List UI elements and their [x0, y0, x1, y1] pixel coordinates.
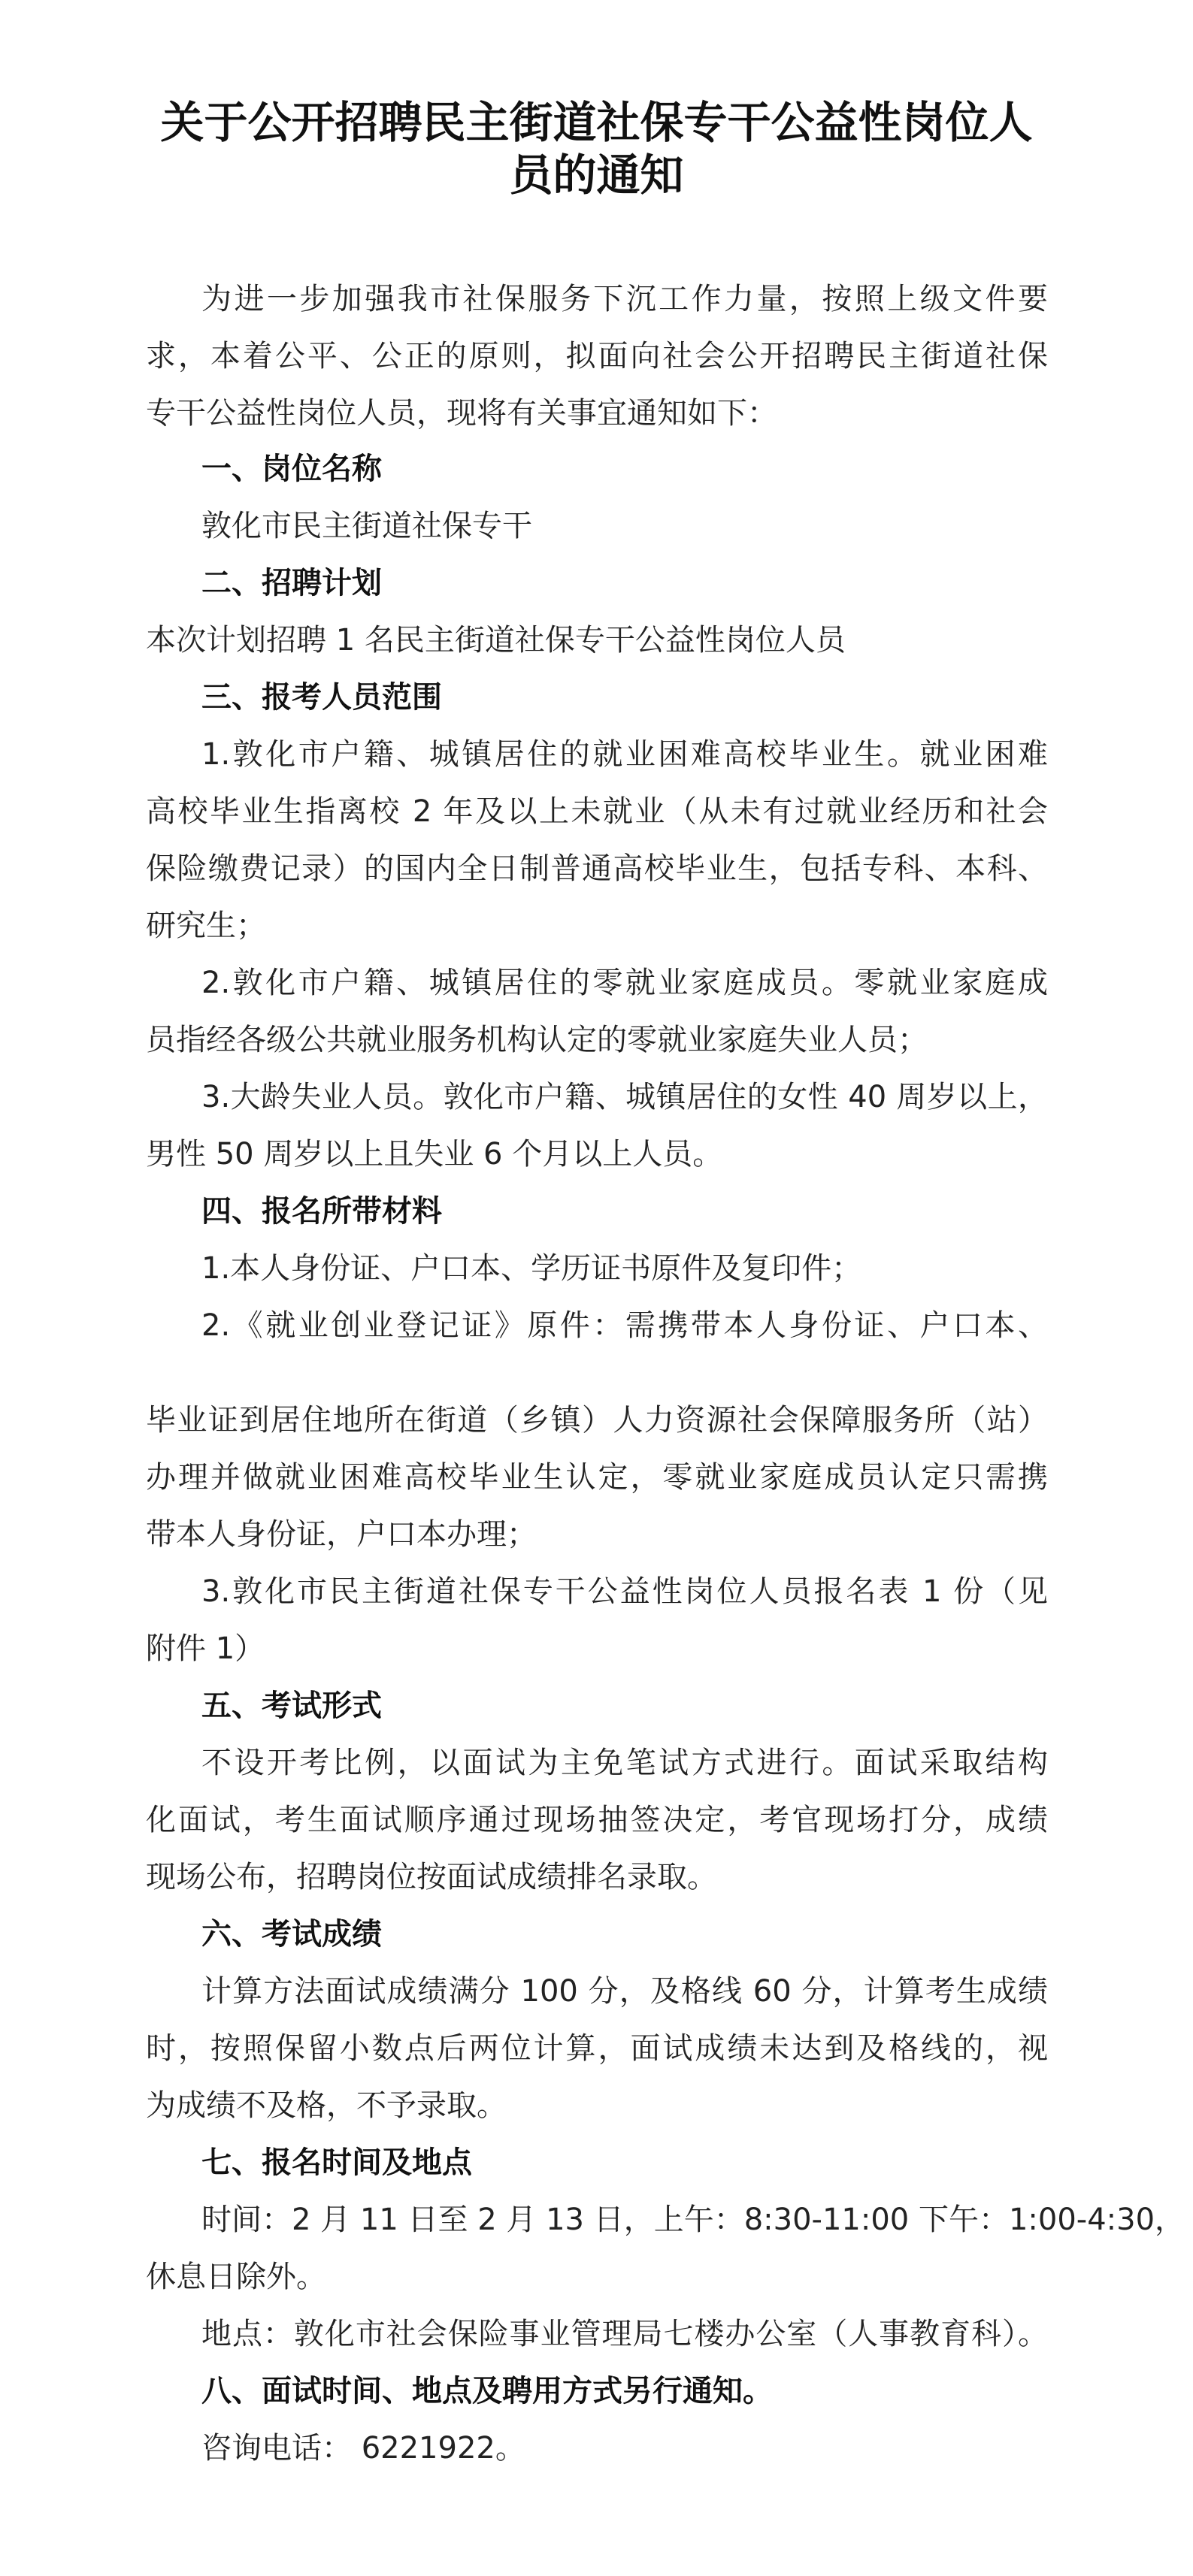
section-heading-8: 八、面试时间、地点及聘用方式另行通知。: [201, 2374, 773, 2408]
section-6-line: [201, 1970, 1048, 2012]
intro-line: [146, 392, 777, 434]
line-text: 计算方法面试成绩满分 100 分，及格线 60 分，计算考生成绩: [201, 1974, 1048, 2009]
section-3-item-2-line: 员指经各级公共就业服务机构认定的零就业家庭失业人员；: [146, 1023, 928, 1057]
section-3-item-1-line: [146, 791, 1048, 833]
section-5-line: 现场公布，招聘岗位按面试成绩排名录取。: [146, 1860, 717, 1894]
section-4-item-2-line: [201, 1305, 1048, 1347]
section-heading-4: 四、报名所带材料: [201, 1194, 442, 1229]
line-text: 2.《就业创业登记证》原件：需携带本人身份证、户口本、: [201, 1308, 1048, 1343]
section-6-line: [146, 2027, 1048, 2070]
section-3-item-3-line: 男性 50 周岁以上且失业 6 个月以上人员。: [146, 1137, 723, 1172]
line-text: 高校毕业生指离校 2 年及以上未就业（从未有过就业经历和社会: [146, 794, 1048, 829]
line-text: 3.敦化市民主街道社保专干公益性岗位人员报名表 1 份（见: [201, 1574, 1048, 1609]
line-text: 化面试，考生面试顺序通过现场抽签决定，考官现场打分，成绩: [146, 1803, 1048, 1837]
section-heading-3: 三、报考人员范围: [201, 680, 442, 715]
section-3-item-1-line: [146, 848, 1048, 890]
section-heading-7: 七、报名时间及地点: [201, 2145, 472, 2180]
line-text: 地点：敦化市社会保险事业管理局七楼办公室（人事教育科）。: [201, 2317, 1048, 2351]
section-3-item-2-line: [201, 962, 1048, 1004]
section-6-line: 为成绩不及格，不予录取。: [146, 2088, 507, 2123]
section-5-line: [146, 1799, 1048, 1841]
section-5-line: [201, 1742, 1048, 1784]
intro-line-text: 专干公益性岗位人员，现将有关事宜通知如下：: [146, 396, 777, 431]
section-3-item-1-line: 研究生；: [146, 909, 266, 943]
intro-line: [146, 335, 1048, 377]
section-4-item-3-line: 附件 1）: [146, 1631, 265, 1666]
section-3-item-1-line: [201, 733, 1048, 776]
section-1-text: 敦化市民主街道社保专干: [201, 509, 532, 543]
section-4-item-2-line: [146, 1399, 1048, 1441]
line-text: 时间：2 月 11 日至 2 月 13 日，上午：8:30-11:00 下午：1:00-4:30，: [201, 2203, 1185, 2237]
intro-line-text: 为进一步加强我市社保服务下沉工作力量，按照上级文件要: [201, 282, 1048, 316]
line-text: 不设开考比例，以面试为主免笔试方式进行。面试采取结构: [201, 1746, 1048, 1780]
section-3-item-3-line: [201, 1076, 1048, 1118]
section-2-text: 本次计划招聘 1 名民主街道社保专干公益性岗位人员: [146, 623, 846, 658]
section-heading-2: 二、招聘计划: [201, 566, 382, 600]
section-4-item-2-line: [146, 1456, 1048, 1498]
document-title-line-1: 关于公开招聘民主街道社保专干公益性岗位人: [160, 97, 1033, 148]
line-text: 2.敦化市户籍、城镇居住的零就业家庭成员。零就业家庭成: [201, 966, 1048, 1000]
section-heading-5: 五、考试形式: [201, 1689, 382, 1723]
section-4-item-3-line: [201, 1571, 1048, 1613]
consult-phone: 咨询电话： 6221922。: [201, 2431, 525, 2466]
intro-line: [201, 278, 1048, 320]
line-text: 1.敦化市户籍、城镇居住的就业困难高校毕业生。就业困难: [201, 737, 1048, 772]
line-text: 时，按照保留小数点后两位计算，面试成绩未达到及格线的，视: [146, 2031, 1048, 2066]
line-text: 3.大龄失业人员。敦化市户籍、城镇居住的女性 40 周岁以上，: [201, 1080, 1048, 1114]
line-text: 保险缴费记录）的国内全日制普通高校毕业生，包括专科、本科、: [146, 851, 1048, 886]
section-7-time-line: [201, 2199, 1185, 2241]
section-heading-6: 六、考试成绩: [201, 1917, 382, 1952]
section-7-place-line: [201, 2313, 1048, 2355]
section-7-time-line: 休息日除外。: [146, 2260, 326, 2294]
document-title-line-2: 员的通知: [509, 150, 684, 201]
intro-line-text: 求，本着公平、公正的原则，拟面向社会公开招聘民主街道社保: [146, 339, 1048, 373]
line-text: 办理并做就业困难高校毕业生认定，零就业家庭成员认定只需携: [146, 1460, 1048, 1495]
line-text: 毕业证到居住地所在街道（乡镇）人力资源社会保障服务所（站）: [146, 1403, 1048, 1438]
section-heading-1: 一、岗位名称: [201, 452, 382, 486]
section-4-item-1-line: 1.本人身份证、户口本、学历证书原件及复印件；: [201, 1251, 862, 1286]
section-4-item-2-line: 带本人身份证，户口本办理；: [146, 1517, 537, 1552]
